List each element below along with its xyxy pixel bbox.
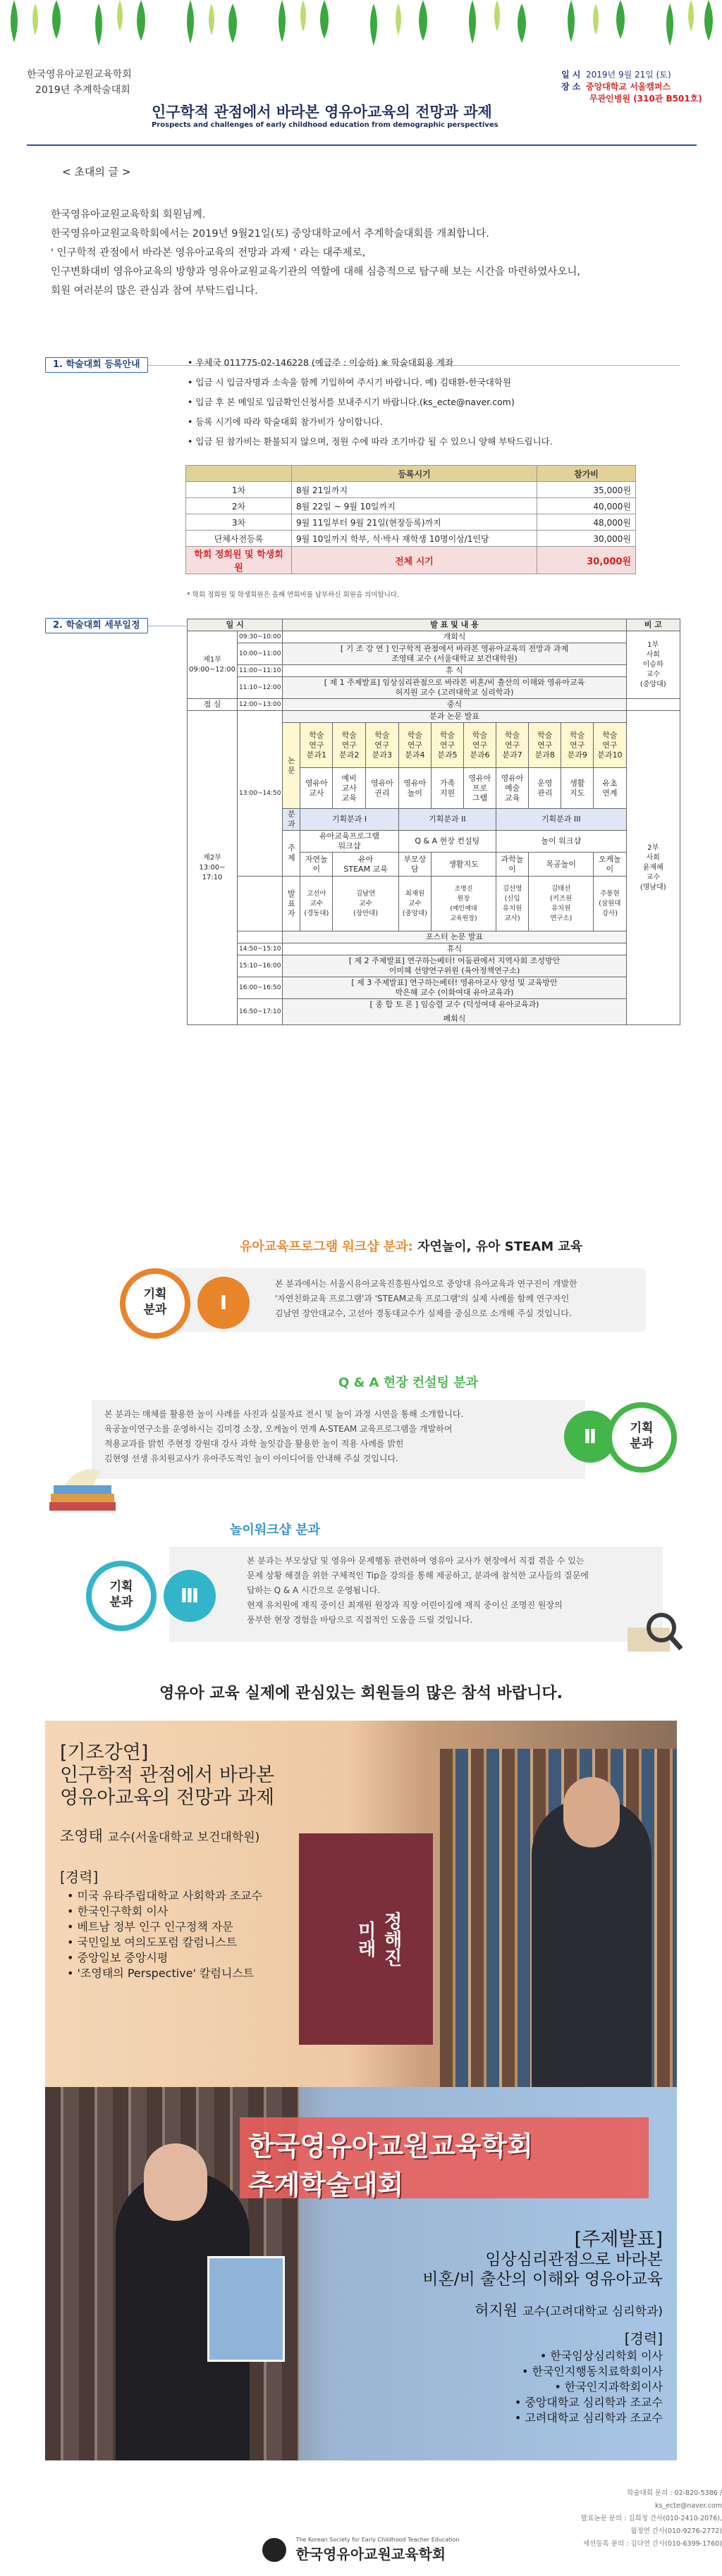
w3-badge: 기획 분과 <box>86 1561 157 1631</box>
time-cell: 14:50~15:10 <box>238 943 283 955</box>
paper-cell: 학술 연구 분과5 <box>432 723 464 768</box>
topic-cell: 가족 지원 <box>432 768 464 809</box>
topic-cell: 유초 연계 <box>594 768 626 809</box>
sched-item: 휴식 <box>283 943 626 955</box>
speaker2-text <box>381 2230 663 2426</box>
fee-header: 참가비 <box>537 466 636 482</box>
career-item: • 고려대학교 심리학과 조교수 <box>514 2411 663 2425</box>
contact-line: 세션등록 문의 : 김다연 간사(010-6399-1760) <box>583 2540 722 2548</box>
presenter-cell: 김태선 (키즈원 유치원 연구소) <box>529 877 594 931</box>
speaker2-title: 비혼/비 출산의 이해와 영유아교육 <box>422 2270 663 2289</box>
leaf-border-decoration <box>0 0 722 49</box>
fee-row <box>186 531 636 547</box>
sched-head: 발 표 및 내 용 <box>283 619 626 631</box>
bullet-item: • 입금 후 본 메일로 입금확인신청서를 보내주시기 바랍니다.(ks_ecte@naver.com) <box>188 397 515 407</box>
w2-badge: 기획 분과 <box>606 1402 677 1473</box>
invite-line: 회원 여러분의 많은 관심과 참여 부탁드립니다. <box>51 285 258 297</box>
paper-cell: 학술 연구 분과7 <box>496 723 528 768</box>
career-item: • 한국인구학회 이사 <box>67 1905 169 1918</box>
invite-line: 한국영유아교원교육학회에서는 2019년 9월21일(토) 중앙대학교에서 추계학술대회를 개최합니다. <box>51 228 489 240</box>
w2-line: 본 분과는 매체를 활용한 놀이 사례를 사진과 실물자료 전시 및 놀이 과정 시연을 통해 소개합니다. <box>104 1409 464 1419</box>
fee-cell: 1차 <box>186 482 292 498</box>
books-icon <box>44 1466 121 1515</box>
speaker1-role: 교수(서울대학교 보건대학원) <box>107 1831 260 1845</box>
career-item: • 중앙대학교 심리학과 조교수 <box>514 2396 663 2409</box>
bullet-item: • 입금 시 입금자명과 소속을 함께 기입하여 주시기 바랍니다. 예) 김태환-한국대학원 <box>188 377 511 388</box>
invite-text <box>51 206 692 301</box>
sched-note: 2부 사회 윤재혜 교수 (명남대) <box>626 711 680 1025</box>
place-value: 중앙대학교 서울캠퍼스 <box>586 82 671 92</box>
sched-item: 개회식 <box>283 631 626 643</box>
workshop1-heading <box>240 1237 582 1255</box>
org-name: 한국영유아교원교육학회 <box>27 69 132 80</box>
div-cell: 기획분과 I <box>300 809 399 831</box>
topic-cell: 영유아 놀이 <box>398 768 431 809</box>
lunch-label: 점 심 <box>188 699 238 711</box>
talk-speaker: 박은혜 교수 (이화여대 유아교육과) <box>395 988 514 997</box>
talk-title: [ 제 3 주제발표] 연구하는베터! 영유아교사 양성 및 교육방안 <box>351 978 558 987</box>
summary-cell <box>283 999 626 1025</box>
career-item: • 한국인지행동치료학회이사 <box>522 2365 663 2378</box>
career-item: • 국민일보 여의도포럼 칼럼니스트 <box>67 1936 238 1949</box>
presenter-cell: 최재원 교수 (중앙대) <box>398 877 431 931</box>
fee-cell: 3차 <box>186 514 292 531</box>
topic-cell: 영유아 교사 <box>300 768 333 809</box>
keynote-cell <box>283 643 626 665</box>
subtopic-cell: 유아 STEAM 교육 <box>333 853 398 877</box>
time-cell: 12:00~13:00 <box>238 699 283 711</box>
talk-speaker: 이미혜 선양연구위원 (육아정책연구소) <box>388 966 520 975</box>
bullet-item: • 등록 시기에 따라 학술대회 참가비가 상이합니다. <box>188 416 383 427</box>
closing-message: 영유아 교육 실제에 관심있는 회원들의 많은 참석 바랍니다. <box>159 1685 563 1702</box>
topic-cell: 운영 관리 <box>529 768 561 809</box>
talk2-cell <box>283 955 626 977</box>
contact-line: 월정연 간사(010-9276-2772) <box>630 2527 722 2535</box>
paper-cell: 학술 연구 분과10 <box>594 723 626 768</box>
magnifier-icon <box>620 1606 684 1656</box>
talk-speaker: 허지원 교수 (고려대학교 심리학과) <box>395 688 514 697</box>
fee-cell: 8월 22일 ~ 9월 10일까지 <box>292 498 537 514</box>
workshop2-band <box>92 1400 585 1479</box>
invite-line: ' 인구학적 관점에서 바라본 영유아교육의 전망과 과제 ' 라는 대주제로, <box>51 247 366 259</box>
speaker1-title: 인구학적 관점에서 바라본 <box>60 1764 275 1786</box>
fee-cell: 9월 10일까지 학부, 석·박사 재학생 10명이상/1인당 <box>292 531 537 547</box>
w1-head: 유아교육프로그램 워크샵 분과: <box>240 1239 413 1254</box>
topic-cell: 영유아 예술 교육 <box>496 768 528 809</box>
subtopic-cell: 부모상담 <box>398 853 431 877</box>
topic-cell: 영유아 프로 그램 <box>463 768 496 809</box>
fee-cell: 48,000원 <box>537 514 636 531</box>
talk3-cell <box>283 977 626 999</box>
registration-label: 1. 학술대회 등록안내 <box>45 357 148 373</box>
bullet-item: • 입금 된 참가비는 환불되지 않으며, 정원 수에 따라 조기마감 될 수 있으니 양해 부탁드립니다. <box>188 436 553 447</box>
w3-line: 풍부한 현장 경험을 바탕으로 직접적인 도움을 드릴 것입니다. <box>247 1615 473 1625</box>
org-banner-line1: 한국영유아교원교육학회 <box>248 2131 533 2162</box>
div-label: 분과 <box>283 809 300 831</box>
workshop3-band <box>169 1547 663 1642</box>
bullet-item: • 우체국 011775-02-146228 (예금주 : 이승하) ※ 학술대회용 계좌 <box>188 357 454 368</box>
invite-line: 인구변화대비 영유아교육의 방향과 영유아교원교육기관의 역할에 대해 심층적으로 탐구해 보는 시간을 마련하였사오니, <box>51 266 581 278</box>
paper-cell: 학술 연구 분과4 <box>398 723 431 768</box>
fee-cell: 9월 11일부터 9월 21일(현장등록)까지 <box>292 514 537 531</box>
subtopic-cell: 오케놀이 <box>594 853 626 877</box>
sched-head: 비 고 <box>626 619 680 631</box>
topic-cell: 예비 교사 교육 <box>333 768 366 809</box>
footer-ko: 한국영유아교원교육학회 <box>295 2546 446 2563</box>
speaker1-career-title: [경력] <box>60 1869 99 1885</box>
paper-cell: 학술 연구 분과3 <box>366 723 399 768</box>
footer <box>0 2537 722 2563</box>
presenter-cell: 주봉현 (삼원대 강사) <box>594 877 626 931</box>
fee-header <box>186 466 292 482</box>
w1-line: 김남연 장안대교수, 고선아 경동대교수가 실제를 중심으로 소개해 주실 것입니다. <box>275 1308 572 1318</box>
speaker1-name: 조영태 <box>60 1828 103 1845</box>
fee-row <box>186 514 636 531</box>
time-cell: 16:50~17:10 <box>238 999 283 1025</box>
paper-cell: 학술 연구 분과1 <box>300 723 333 768</box>
div-cell: 기획분과 III <box>496 809 626 831</box>
workshop3-heading: 놀이워크샵 분과 <box>230 1523 320 1537</box>
w3-line: 문제 상황 해결을 위한 구체적인 Tip을 강의를 통해 제공하고, 분과에 참석한 교사들의 질문에 <box>247 1571 589 1580</box>
presenter-cell: 김선영 (신입 유치원 교사) <box>496 877 528 931</box>
w3-line: 본 분과는 부모상담 및 영유아 문제행동 관련하여 영유아 교사가 현장에서 직접 겪을 수 있는 <box>247 1556 585 1566</box>
time-cell: 11:10~12:00 <box>238 677 283 699</box>
career-item: • 베트남 정부 인구 인구정책 자문 <box>67 1920 233 1933</box>
paper-cell: 학술 연구 분과2 <box>333 723 366 768</box>
speaker2-role: 교수(고려대학교 심리학과) <box>522 2305 663 2319</box>
contact-line: 발표논문 문의 : 김희정 간사(010-2410-2076), <box>580 2515 722 2522</box>
career-item: • 한국임상심리학회 이사 <box>539 2349 663 2363</box>
subtopic-cell: 과학놀이 <box>496 853 528 877</box>
fee-cell: 30,000원 <box>537 531 636 547</box>
header-org <box>27 67 132 98</box>
place-detail: 무관인병원 (310관 B501호) <box>589 94 702 104</box>
w1-badge: 기획 분과 <box>120 1268 190 1339</box>
theme-cell: 유아교육프로그램 워크샵 <box>300 831 399 853</box>
w1-line: '자연친화교육 프로그램'과 'STEAM교육 프로그램'의 실제 사례를 함께 연구자인 <box>275 1294 570 1304</box>
time-cell: 15:10~16:00 <box>238 955 283 977</box>
fee-cell: 35,000원 <box>537 482 636 498</box>
speaker1-face <box>563 1777 620 1847</box>
footer-en: The Korean Society for Early Childhood Teacher Education <box>295 2537 460 2543</box>
w3-line: 현재 유치원에 재직 중이신 최재원 원장과 직장 어린이집에 재직 중이신 조명진 원장의 <box>247 1600 563 1610</box>
time-cell: 13:00~14:50 <box>238 711 283 877</box>
topic-cell: 생활 지도 <box>561 768 594 809</box>
keynote-speaker: 조영태 교수 (서울대학교 보건대학원) <box>391 654 518 663</box>
paper-cell: 학술 연구 분과9 <box>561 723 594 768</box>
held-book <box>207 2256 285 2362</box>
contact-line: 학술대회 문의 : 02-820-5386 / ks_ecte@naver.com <box>627 2489 722 2510</box>
day-cell: 제2부 13:00~ 17:10 <box>188 711 238 1025</box>
theme-label: 주제 <box>283 831 300 877</box>
time-cell: 11:00~11:10 <box>238 665 283 677</box>
paper-side: 논문 <box>283 723 300 809</box>
subtopic-cell: 자연놀이 <box>300 853 333 877</box>
sched-item: 분과 논문 발표 <box>283 711 626 723</box>
w1-line: 본 분과에서는 서울시유아교육진흥원사업으로 중앙대 유아교육과 연구진이 개발한 <box>275 1279 577 1289</box>
w1-number: Ⅰ <box>197 1277 250 1329</box>
invite-line: 한국영유아교원교육학회 회원님께. <box>51 209 206 221</box>
speaker2-name: 허지원 <box>475 2302 518 2319</box>
fee-row-member <box>186 547 636 574</box>
presenter-cell: 김남연 교수 (장안대) <box>333 877 398 931</box>
fee-header-row <box>186 466 636 482</box>
speaker2-face <box>144 2143 207 2221</box>
schedule-label: 2. 학술대회 세부일정 <box>45 618 148 633</box>
org-banner-line2: 추계학술대회 <box>248 2169 404 2200</box>
keynote-title: [ 기 조 강 연 ] 인구학적 관점에서 바라본 영유아교육의 전망과 과제 <box>340 644 569 653</box>
page-title: 인구학적 관점에서 바라본 영유아교육의 전망과 과제 <box>152 104 492 120</box>
career-item: • 한국인지과학회이사 <box>554 2380 663 2394</box>
fee-row <box>186 498 636 514</box>
paper-cell: 학술 연구 분과6 <box>463 723 496 768</box>
theme-cell: Q & A 현장 컨설팅 <box>398 831 496 853</box>
career-item: • 미국 유타주립대학교 사회학과 조교수 <box>67 1889 263 1902</box>
fee-cell: 2차 <box>186 498 292 514</box>
fee-cell: 단체사전등록 <box>186 531 292 547</box>
fee-table <box>185 465 636 574</box>
speaker2-title: 임상심리관점으로 바라본 <box>485 2250 663 2269</box>
fee-header: 등록시기 <box>292 466 537 482</box>
talk1-cell <box>283 677 626 699</box>
fee-row <box>186 482 636 498</box>
day-cell: 제1부 09:00~12:00 <box>188 631 238 699</box>
workshop2-heading: Q & A 현장 컨설팅 분과 <box>338 1375 478 1390</box>
paper-cell: 학술 연구 분과8 <box>529 723 561 768</box>
closing-text: 폐회식 <box>443 1014 466 1023</box>
fee-cell: 8월 21일까지 <box>292 482 537 498</box>
presenter-cell: 고선아 교수 (경동대) <box>300 877 333 931</box>
presenter-label: 발표자 <box>283 877 300 931</box>
w1-topic: 자연놀이, 유아 STEAM 교육 <box>417 1239 583 1254</box>
career-item: • '조영태의 Perspective' 칼럼니스트 <box>67 1967 255 1980</box>
sched-item: 포스터 논문 발표 <box>283 931 626 943</box>
talk-title: [ 제 2 주제발표] 연구하는베터! 어둠관에서 지역사회 조성방안 <box>348 956 561 965</box>
speaker2-career-title: [경력] <box>624 2330 663 2347</box>
w2-line: 김현영 선생 유치원교사가 유아주도적인 놀이 아이디어를 안내해 주실 것입니다. <box>104 1454 398 1463</box>
w3-number: Ⅲ <box>164 1570 216 1622</box>
w2-line: 적용교과를 밝힌 주현정 강원대 강사 과학 놀잇감을 활용한 놀이 적용 사례를 밝힌 <box>104 1439 404 1449</box>
sched-item: 휴 식 <box>283 665 626 677</box>
sched-item: 중식 <box>283 699 626 711</box>
presenter-cell: 조명진 원장 (예인예대 교육원장) <box>432 877 496 931</box>
time-cell: 09:30~10:00 <box>238 631 283 643</box>
org-banner <box>240 2117 649 2198</box>
event-name: 2019년 추계학술대회 <box>35 85 130 96</box>
time-cell: 16:00~16:50 <box>238 977 283 999</box>
date-value: 2019년 9월 21일 (토) <box>586 70 671 80</box>
speaker1-title: 영유아교육의 전망과 과제 <box>60 1787 275 1809</box>
subtopic-cell: 목공놀이 <box>529 853 594 877</box>
fee-cell: 전체 시기 <box>292 547 537 574</box>
book-cover: 정해진 미래 <box>299 1833 433 2045</box>
sched-head: 일 시 <box>188 619 283 631</box>
invite-title: < 초대의 글 > <box>62 166 131 178</box>
sched-note: 1부 사회 이승하 교수 (중앙대) <box>626 631 680 699</box>
header-divider <box>27 144 697 146</box>
div-cell: 기획분과 II <box>398 809 496 831</box>
theme-cell: 놀이 워크샵 <box>496 831 626 853</box>
speaker1-text <box>60 1742 274 1981</box>
fee-cell: 30,000원 <box>537 547 636 574</box>
career-item: • 중앙일보 중앙시평 <box>67 1951 169 1964</box>
summary-text: [ 종 합 토 론 ] 임승렬 교수 (덕성여대 유아교육과) <box>369 1000 539 1009</box>
schedule-table <box>187 619 680 1025</box>
speaker2-tag: [주제발표] <box>574 2229 663 2250</box>
fee-cell: 학회 정회원 및 학생회원 <box>186 547 292 574</box>
w3-line: 답하는 Q & A 시간으로 운영됩니다. <box>247 1585 381 1595</box>
speaker1-tag: [기조강연] <box>60 1742 149 1764</box>
talk-title: [ 제 1 주제발표] 임상심리관점으로 바라본 비혼/비 출산의 이해와 영유아교육 <box>324 678 585 687</box>
topic-cell: 영유아 권리 <box>366 768 399 809</box>
event-info <box>561 69 702 105</box>
place-label: 장 소 <box>561 82 581 92</box>
w2-number: Ⅱ <box>564 1411 616 1463</box>
fee-cell: 40,000원 <box>537 498 636 514</box>
w2-line: 육공놀이연구소를 운영하시는 김미경 소장, 오케놀이 연계 A-STEAM 교육프로그램을 개발하여 <box>104 1424 453 1434</box>
society-logo-icon <box>262 2538 286 2562</box>
registration-bullets <box>188 353 553 452</box>
fee-note: * 학회 정회원 및 학생회원은 올해 연회비를 납부하신 회원을 의미합니다. <box>187 591 400 599</box>
time-cell: 10:00~11:00 <box>238 643 283 665</box>
date-label: 일 시 <box>561 70 581 80</box>
subtopic-cell: 생활지도 <box>432 853 496 877</box>
page-subtitle: Prospects and challenges of early childhood education from demographic perspectives <box>152 121 498 129</box>
